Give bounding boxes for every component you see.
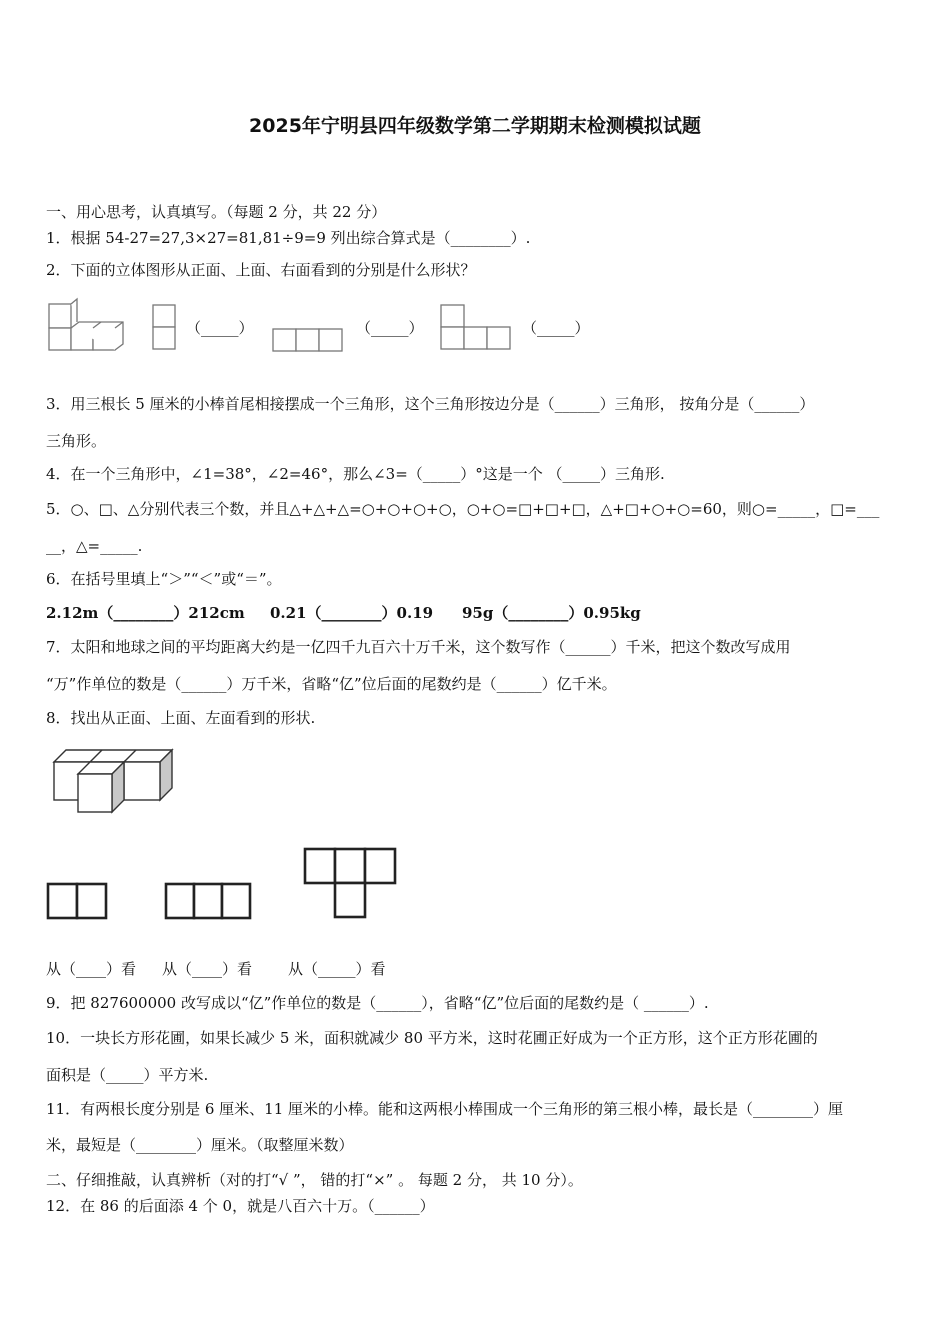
q8-answer-2[interactable]: 从（____）看 bbox=[162, 960, 253, 978]
question-7-line2: “万”作单位的数是（______）万千米，省略“亿”位后面的尾数约是（______）亿千米。 bbox=[46, 675, 617, 693]
question-11-line1: 11．有两根长度分别是 6 厘米、11 厘米的小棒。能和这两根小棒围成一个三角形的第三根小棒，最长是（________）厘 bbox=[46, 1100, 844, 1118]
question-6: 6．在括号里填上“＞”“＜”或“＝”。 bbox=[46, 570, 282, 588]
question-12: 12．在 86 的后面添 4 个 0，就是八百六十万。（______） bbox=[46, 1197, 435, 1215]
section-2-heading: 二、仔细推敲，认真辨析（对的打“√ ”， 错的打“×” 。 每题 2 分， 共 10 分）。 bbox=[46, 1171, 583, 1189]
q2-view-b bbox=[272, 328, 344, 352]
question-5-line2: __，△=_____. bbox=[46, 537, 143, 555]
q2-blank-a[interactable]: （_____） bbox=[186, 319, 254, 337]
q8-answer-1[interactable]: 从（____）看 bbox=[46, 960, 137, 978]
q8-solid-figure bbox=[52, 748, 170, 816]
q8-view-2 bbox=[164, 882, 254, 922]
question-4: 4．在一个三角形中，∠1=38°，∠2=46°，那么∠3=（_____）°这是一个 （_____）三角形. bbox=[46, 465, 665, 483]
q6-item-1: 2.12m（________）212cm bbox=[46, 604, 245, 622]
question-5-line1: 5．○、□、△分别代表三个数，并且△+△+△=○+○+○+○，○+○=□+□+□，△+□+○+○=60，则○=_____，□=___ bbox=[46, 500, 880, 518]
question-9: 9．把 827600000 改写成以“亿”作单位的数是（______），省略“亿”位后面的尾数约是（ ______）. bbox=[46, 994, 709, 1012]
page-title: 2025年宁明县四年级数学第二学期期末检测模拟试题 bbox=[249, 115, 701, 137]
q2-view-c bbox=[440, 304, 512, 352]
question-10-line2: 面积是（_____）平方米. bbox=[46, 1066, 209, 1084]
question-7-line1: 7．太阳和地球之间的平均距离大约是一亿四千九百六十万千米，这个数写作（______）千米，把这个数改写成用 bbox=[46, 638, 791, 656]
q8-view-1 bbox=[46, 882, 108, 922]
q2-view-a bbox=[152, 304, 178, 352]
q8-answer-3[interactable]: 从（_____）看 bbox=[288, 960, 386, 978]
q2-blank-b[interactable]: （_____） bbox=[356, 319, 424, 337]
question-3-line2: 三角形。 bbox=[46, 432, 107, 450]
question-10-line1: 10．一块长方形花圃，如果长减少 5 米，面积就减少 80 平方米，这时花圃正好成为一个正方形，这个正方形花圃的 bbox=[46, 1029, 818, 1047]
question-11-line2: 米，最短是（________）厘米。（取整厘米数） bbox=[46, 1136, 354, 1154]
section-1-heading: 一、用心思考，认真填写。（每题 2 分，共 22 分） bbox=[46, 203, 387, 221]
question-1: 1．根据 54-27=27,3×27=81,81÷9=9 列出综合算式是（________）. bbox=[46, 229, 531, 247]
question-2: 2．下面的立体图形从正面、上面、右面看到的分别是什么形状？ bbox=[46, 261, 476, 279]
q2-solid-figure bbox=[46, 302, 126, 352]
q6-item-2: 0.21（________）0.19 bbox=[270, 604, 434, 622]
q6-item-3: 95g（________）0.95kg bbox=[462, 604, 641, 622]
question-8: 8．找出从正面、上面、左面看到的形状. bbox=[46, 709, 316, 727]
question-3-line1: 3．用三根长 5 厘米的小棒首尾相接摆成一个三角形，这个三角形按边分是（______）三角形， 按角分是（______） bbox=[46, 395, 815, 413]
q2-blank-c[interactable]: （_____） bbox=[522, 319, 590, 337]
q8-view-3 bbox=[302, 846, 398, 922]
